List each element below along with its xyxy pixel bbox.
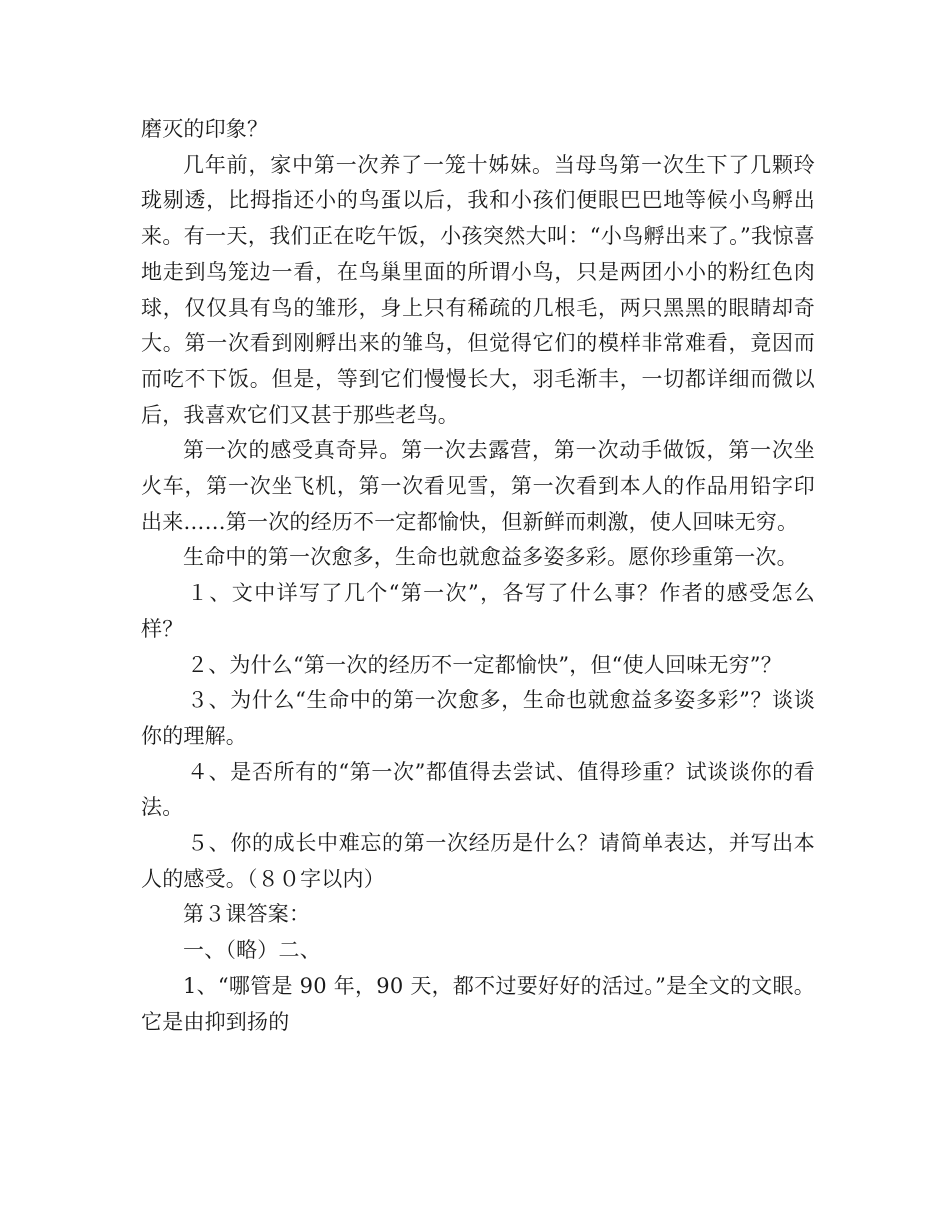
question-1: １、文中详写了几个“第一次”，各写了什么事？作者的感受怎么样？ — [141, 581, 815, 641]
paragraph-birds: 几年前，家中第一次养了一笼十姊妹。当母鸟第一次生下了几颗玲珑剔透，比拇指还小的鸟蛋以后，我和小孩们便眼巴巴地等候小鸟孵出来。有一天，我们正在吃午饭，小孩突然大叫：“小鸟孵出来了。”我惊喜地走到鸟笼边一看，在鸟巢里面的所谓小鸟，只是两团小小的粉红色肉球，仅仅具有鸟的雏形，身上只有稀疏的几根毛，两只黑黑的眼睛却奇大。第一次看到刚孵出来的雏鸟，但觉得它们的模样非常难看，竟因而而吃不下饭。但是，等到它们慢慢长大，羽毛渐丰，一切都详细而微以后，我喜欢它们又甚于那些老鸟。 — [141, 152, 815, 427]
document-body — [141, 112, 815, 1040]
paragraph-cherish: 生命中的第一次愈多，生命也就愈益多姿多彩。愿你珍重第一次。 — [183, 545, 798, 570]
question-3: ３、为什么“生命中的第一次愈多，生命也就愈益多姿多彩”？谈谈你的理解。 — [141, 688, 815, 748]
question-5: ５、你的成长中难忘的第一次经历是什么？请简单表达，并写出本人的感受。（８０字以内） — [141, 831, 815, 891]
answer-section-1-2: 一、（略）二、 — [183, 938, 321, 963]
answer-heading: 第３课答案： — [183, 902, 311, 927]
answer-item-1: 1、“哪管是 90 年，90 天，都不过要好好的活过。”是全文的文眼。它是由抑到扬的 — [141, 973, 815, 1034]
question-2: ２、为什么“第一次的经历不一定都愉快”，但“使人回味无穷”？ — [187, 652, 782, 677]
paragraph-continuation: 磨灭的印象？ — [141, 117, 269, 141]
paragraph-first-feelings: 第一次的感受真奇异。第一次去露营，第一次动手做饭，第一次坐火车，第一次坐飞机，第一次看见雪，第一次看到本人的作品用铅字印出来……第一次的经历不一定都愉快，但新鲜而刺激，使人回味无穷。 — [141, 438, 815, 534]
question-4: ４、是否所有的“第一次”都值得去尝试、值得珍重？试谈谈你的看法。 — [141, 759, 815, 820]
